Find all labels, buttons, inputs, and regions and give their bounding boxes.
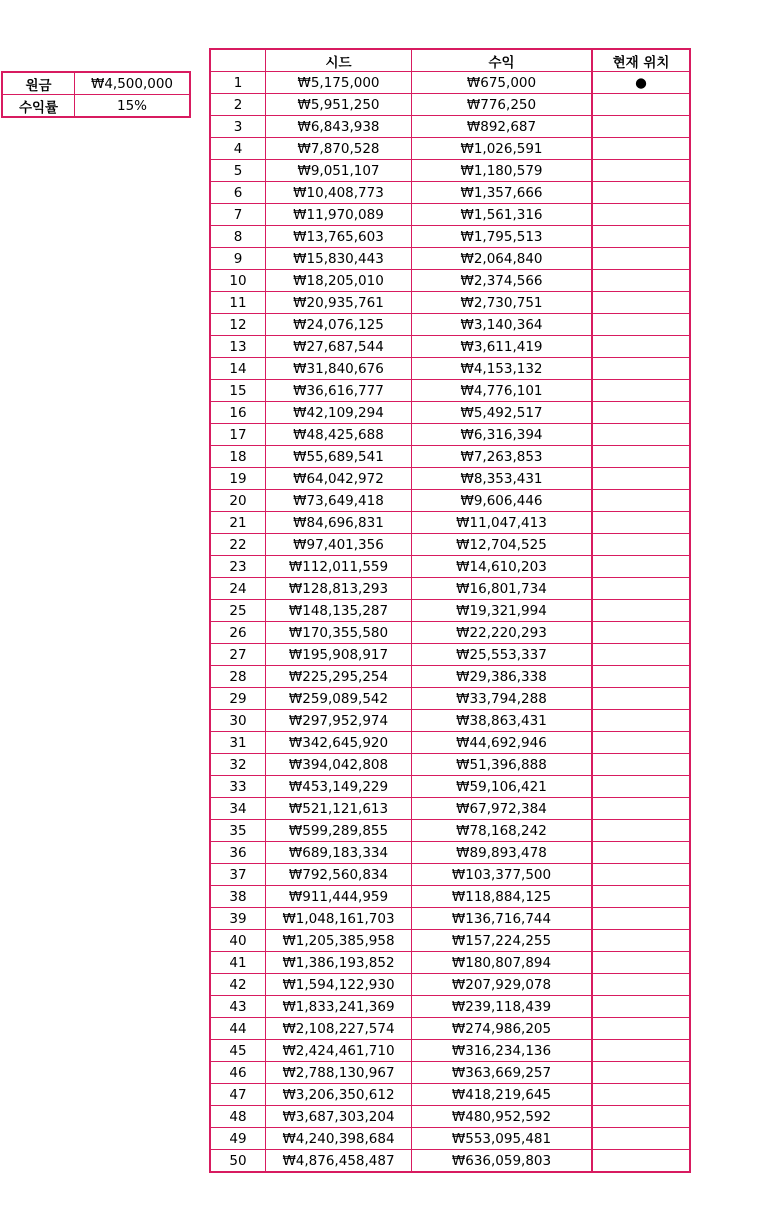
profit-cell[interactable]: ₩316,234,136 — [412, 1040, 593, 1062]
profit-cell[interactable]: ₩38,863,431 — [412, 710, 593, 732]
table-row — [210, 776, 690, 798]
profit-cell[interactable]: ₩1,026,591 — [412, 138, 593, 160]
current-position-cell[interactable] — [592, 1062, 690, 1084]
seed-cell[interactable]: ₩259,089,542 — [266, 688, 412, 710]
profit-cell[interactable]: ₩207,929,078 — [412, 974, 593, 996]
seed-cell[interactable]: ₩97,401,356 — [266, 534, 412, 556]
table-row — [210, 534, 690, 556]
seed-cell[interactable]: ₩148,135,287 — [266, 600, 412, 622]
row-number-cell[interactable]: 19 — [210, 468, 266, 490]
table-row — [210, 710, 690, 732]
table-row — [210, 930, 690, 952]
table-row — [210, 314, 690, 336]
seed-cell[interactable]: ₩170,355,580 — [266, 622, 412, 644]
row-number-cell[interactable]: 9 — [210, 248, 266, 270]
current-position-cell[interactable] — [592, 446, 690, 468]
row-number-cell[interactable]: 14 — [210, 358, 266, 380]
seed-cell[interactable]: ₩13,765,603 — [266, 226, 412, 248]
profit-cell[interactable]: ₩67,972,384 — [412, 798, 593, 820]
seed-cell[interactable]: ₩7,870,528 — [266, 138, 412, 160]
row-number-cell[interactable]: 46 — [210, 1062, 266, 1084]
profit-cell[interactable]: ₩51,396,888 — [412, 754, 593, 776]
current-position-cell[interactable] — [592, 644, 690, 666]
current-position-cell[interactable] — [592, 468, 690, 490]
row-number-cell[interactable]: 7 — [210, 204, 266, 226]
seed-cell[interactable]: ₩521,121,613 — [266, 798, 412, 820]
row-number-cell[interactable]: 18 — [210, 446, 266, 468]
row-number-cell[interactable]: 15 — [210, 380, 266, 402]
seed-cell[interactable]: ₩3,687,303,204 — [266, 1106, 412, 1128]
row-number-cell[interactable]: 28 — [210, 666, 266, 688]
profit-cell[interactable]: ₩89,893,478 — [412, 842, 593, 864]
current-position-cell[interactable] — [592, 622, 690, 644]
current-position-cell[interactable] — [592, 908, 690, 930]
seed-cell[interactable]: ₩599,289,855 — [266, 820, 412, 842]
table-row — [210, 490, 690, 512]
table-row — [210, 1106, 690, 1128]
current-position-cell[interactable] — [592, 864, 690, 886]
profit-cell[interactable]: ₩675,000 — [412, 72, 593, 94]
current-position-cell[interactable] — [592, 182, 690, 204]
table-row — [210, 556, 690, 578]
current-position-cell[interactable] — [592, 358, 690, 380]
table-row — [210, 578, 690, 600]
current-position-cell[interactable] — [592, 732, 690, 754]
table-row — [210, 204, 690, 226]
header-number[interactable] — [210, 49, 266, 72]
current-position-cell[interactable] — [592, 1040, 690, 1062]
header-profit[interactable]: 수익 — [412, 49, 593, 72]
seed-cell[interactable]: ₩112,011,559 — [266, 556, 412, 578]
table-row — [210, 1062, 690, 1084]
row-number-cell[interactable]: 22 — [210, 534, 266, 556]
profit-cell[interactable]: ₩16,801,734 — [412, 578, 593, 600]
seed-cell[interactable]: ₩4,876,458,487 — [266, 1150, 412, 1173]
row-number-cell[interactable]: 16 — [210, 402, 266, 424]
profit-cell[interactable]: ₩180,807,894 — [412, 952, 593, 974]
profit-cell[interactable]: ₩1,357,666 — [412, 182, 593, 204]
seed-cell[interactable]: ₩73,649,418 — [266, 490, 412, 512]
table-row — [210, 116, 690, 138]
current-position-cell[interactable] — [592, 1128, 690, 1150]
table-row — [210, 952, 690, 974]
table-row — [210, 94, 690, 116]
profit-cell[interactable]: ₩7,263,853 — [412, 446, 593, 468]
seed-cell[interactable]: ₩48,425,688 — [266, 424, 412, 446]
table-body — [210, 72, 690, 1173]
seed-cell[interactable]: ₩297,952,974 — [266, 710, 412, 732]
table-row — [210, 424, 690, 446]
seed-cell[interactable]: ₩9,051,107 — [266, 160, 412, 182]
profit-cell[interactable]: ₩1,795,513 — [412, 226, 593, 248]
seed-cell[interactable]: ₩342,645,920 — [266, 732, 412, 754]
profit-cell[interactable]: ₩33,794,288 — [412, 688, 593, 710]
current-position-cell[interactable] — [592, 72, 690, 94]
profit-cell[interactable]: ₩118,884,125 — [412, 886, 593, 908]
profit-cell[interactable]: ₩8,353,431 — [412, 468, 593, 490]
compound-growth-table — [209, 48, 691, 1173]
table-row — [210, 358, 690, 380]
row-number-cell[interactable]: 31 — [210, 732, 266, 754]
seed-cell[interactable]: ₩1,386,193,852 — [266, 952, 412, 974]
table-row — [210, 160, 690, 182]
row-number-cell[interactable]: 13 — [210, 336, 266, 358]
table-row — [210, 732, 690, 754]
current-position-cell[interactable] — [592, 666, 690, 688]
row-number-cell[interactable]: 43 — [210, 996, 266, 1018]
table-row — [210, 1128, 690, 1150]
table-row — [210, 754, 690, 776]
current-position-cell[interactable] — [592, 512, 690, 534]
current-position-cell[interactable] — [592, 380, 690, 402]
current-position-cell[interactable] — [592, 292, 690, 314]
seed-cell[interactable]: ₩195,908,917 — [266, 644, 412, 666]
seed-cell[interactable]: ₩792,560,834 — [266, 864, 412, 886]
current-position-cell[interactable] — [592, 138, 690, 160]
profit-cell[interactable]: ₩14,610,203 — [412, 556, 593, 578]
principal-value[interactable]: ₩4,500,000 — [75, 72, 191, 95]
table-row — [210, 688, 690, 710]
row-number-cell[interactable]: 4 — [210, 138, 266, 160]
current-position-cell[interactable] — [592, 1084, 690, 1106]
table-row — [210, 226, 690, 248]
seed-cell[interactable]: ₩42,109,294 — [266, 402, 412, 424]
table-row — [210, 974, 690, 996]
seed-cell[interactable]: ₩15,830,443 — [266, 248, 412, 270]
header-row — [210, 49, 690, 72]
current-position-cell[interactable] — [592, 974, 690, 996]
current-position-cell[interactable] — [592, 842, 690, 864]
current-position-cell[interactable] — [592, 490, 690, 512]
row-number-cell[interactable]: 37 — [210, 864, 266, 886]
current-position-cell[interactable] — [592, 204, 690, 226]
current-position-cell[interactable] — [592, 754, 690, 776]
current-position-cell[interactable] — [592, 248, 690, 270]
table-row — [210, 1018, 690, 1040]
seed-cell[interactable]: ₩36,616,777 — [266, 380, 412, 402]
profit-cell[interactable]: ₩78,168,242 — [412, 820, 593, 842]
header-current-position[interactable]: 현재 위치 — [592, 49, 690, 72]
seed-cell[interactable]: ₩2,108,227,574 — [266, 1018, 412, 1040]
profit-cell[interactable]: ₩480,952,592 — [412, 1106, 593, 1128]
principal-label[interactable]: 원금 — [2, 72, 75, 95]
table-row — [210, 468, 690, 490]
row-number-cell[interactable]: 38 — [210, 886, 266, 908]
current-position-cell[interactable] — [592, 886, 690, 908]
seed-cell[interactable]: ₩2,424,461,710 — [266, 1040, 412, 1062]
seed-cell[interactable]: ₩5,175,000 — [266, 72, 412, 94]
row-number-cell[interactable]: 25 — [210, 600, 266, 622]
profit-cell[interactable]: ₩1,561,316 — [412, 204, 593, 226]
row-number-cell[interactable]: 20 — [210, 490, 266, 512]
table-row — [210, 842, 690, 864]
row-number-cell[interactable]: 35 — [210, 820, 266, 842]
current-position-cell[interactable] — [592, 116, 690, 138]
table-row — [210, 182, 690, 204]
table-row — [210, 1040, 690, 1062]
table-row — [210, 248, 690, 270]
row-number-cell[interactable]: 36 — [210, 842, 266, 864]
rate-value[interactable]: 15% — [75, 95, 191, 118]
seed-cell[interactable]: ₩1,833,241,369 — [266, 996, 412, 1018]
row-number-cell[interactable]: 42 — [210, 974, 266, 996]
seed-cell[interactable]: ₩20,935,761 — [266, 292, 412, 314]
current-position-cell[interactable] — [592, 578, 690, 600]
summary-row-principal — [2, 72, 190, 95]
table-row — [210, 820, 690, 842]
seed-cell[interactable]: ₩6,843,938 — [266, 116, 412, 138]
seed-cell[interactable]: ₩27,687,544 — [266, 336, 412, 358]
current-position-cell[interactable] — [592, 94, 690, 116]
seed-cell[interactable]: ₩84,696,831 — [266, 512, 412, 534]
seed-cell[interactable]: ₩55,689,541 — [266, 446, 412, 468]
table-row — [210, 72, 690, 94]
current-position-cell[interactable] — [592, 710, 690, 732]
row-number-cell[interactable]: 3 — [210, 116, 266, 138]
current-position-cell[interactable] — [592, 820, 690, 842]
profit-cell[interactable]: ₩4,776,101 — [412, 380, 593, 402]
summary-table — [1, 71, 191, 118]
seed-cell[interactable]: ₩689,183,334 — [266, 842, 412, 864]
table-row — [210, 996, 690, 1018]
current-position-cell[interactable] — [592, 776, 690, 798]
seed-cell[interactable]: ₩24,076,125 — [266, 314, 412, 336]
current-position-cell[interactable] — [592, 798, 690, 820]
table-row — [210, 380, 690, 402]
seed-cell[interactable]: ₩225,295,254 — [266, 666, 412, 688]
row-number-cell[interactable]: 11 — [210, 292, 266, 314]
profit-cell[interactable]: ₩636,059,803 — [412, 1150, 593, 1173]
table-row — [210, 622, 690, 644]
table-row — [210, 1150, 690, 1173]
row-number-cell[interactable]: 29 — [210, 688, 266, 710]
table-row — [210, 886, 690, 908]
profit-cell[interactable]: ₩5,492,517 — [412, 402, 593, 424]
current-position-cell[interactable] — [592, 1106, 690, 1128]
rate-label[interactable]: 수익률 — [2, 95, 75, 118]
current-position-cell[interactable] — [592, 336, 690, 358]
profit-cell[interactable]: ₩239,118,439 — [412, 996, 593, 1018]
current-position-cell[interactable] — [592, 688, 690, 710]
row-number-cell[interactable]: 2 — [210, 94, 266, 116]
row-number-cell[interactable]: 44 — [210, 1018, 266, 1040]
row-number-cell[interactable]: 34 — [210, 798, 266, 820]
profit-cell[interactable]: ₩274,986,205 — [412, 1018, 593, 1040]
seed-cell[interactable]: ₩911,444,959 — [266, 886, 412, 908]
table-row — [210, 908, 690, 930]
table-row — [210, 270, 690, 292]
profit-cell[interactable]: ₩418,219,645 — [412, 1084, 593, 1106]
profit-cell[interactable]: ₩1,180,579 — [412, 160, 593, 182]
table-row — [210, 1084, 690, 1106]
current-position-cell[interactable] — [592, 556, 690, 578]
current-position-cell[interactable] — [592, 226, 690, 248]
current-position-cell[interactable] — [592, 930, 690, 952]
row-number-cell[interactable]: 41 — [210, 952, 266, 974]
seed-cell[interactable]: ₩128,813,293 — [266, 578, 412, 600]
current-position-marker: ● — [635, 74, 647, 91]
profit-cell[interactable]: ₩4,153,132 — [412, 358, 593, 380]
seed-cell[interactable]: ₩31,840,676 — [266, 358, 412, 380]
profit-cell[interactable]: ₩25,553,337 — [412, 644, 593, 666]
profit-cell[interactable]: ₩157,224,255 — [412, 930, 593, 952]
current-position-cell[interactable] — [592, 1150, 690, 1173]
profit-cell[interactable]: ₩59,106,421 — [412, 776, 593, 798]
current-position-cell[interactable] — [592, 160, 690, 182]
profit-cell[interactable]: ₩2,374,566 — [412, 270, 593, 292]
table-row — [210, 512, 690, 534]
row-number-cell[interactable]: 23 — [210, 556, 266, 578]
seed-cell[interactable]: ₩3,206,350,612 — [266, 1084, 412, 1106]
profit-cell[interactable]: ₩12,704,525 — [412, 534, 593, 556]
table-row — [210, 336, 690, 358]
row-number-cell[interactable]: 45 — [210, 1040, 266, 1062]
profit-cell[interactable]: ₩6,316,394 — [412, 424, 593, 446]
current-position-cell[interactable] — [592, 600, 690, 622]
row-number-cell[interactable]: 33 — [210, 776, 266, 798]
row-number-cell[interactable]: 27 — [210, 644, 266, 666]
seed-cell[interactable]: ₩18,205,010 — [266, 270, 412, 292]
seed-cell[interactable]: ₩1,205,385,958 — [266, 930, 412, 952]
row-number-cell[interactable]: 12 — [210, 314, 266, 336]
row-number-cell[interactable]: 8 — [210, 226, 266, 248]
current-position-cell[interactable] — [592, 314, 690, 336]
seed-cell[interactable]: ₩11,970,089 — [266, 204, 412, 226]
seed-cell[interactable]: ₩1,048,161,703 — [266, 908, 412, 930]
row-number-cell[interactable]: 17 — [210, 424, 266, 446]
table-row — [210, 446, 690, 468]
table-row — [210, 402, 690, 424]
profit-cell[interactable]: ₩553,095,481 — [412, 1128, 593, 1150]
profit-cell[interactable]: ₩136,716,744 — [412, 908, 593, 930]
row-number-cell[interactable]: 26 — [210, 622, 266, 644]
profit-cell[interactable]: ₩11,047,413 — [412, 512, 593, 534]
row-number-cell[interactable]: 48 — [210, 1106, 266, 1128]
profit-cell[interactable]: ₩3,611,419 — [412, 336, 593, 358]
profit-cell[interactable]: ₩19,321,994 — [412, 600, 593, 622]
table-row — [210, 292, 690, 314]
seed-cell[interactable]: ₩453,149,229 — [266, 776, 412, 798]
header-seed[interactable]: 시드 — [266, 49, 412, 72]
profit-cell[interactable]: ₩29,386,338 — [412, 666, 593, 688]
seed-cell[interactable]: ₩64,042,972 — [266, 468, 412, 490]
profit-cell[interactable]: ₩2,064,840 — [412, 248, 593, 270]
row-number-cell[interactable]: 49 — [210, 1128, 266, 1150]
current-position-cell[interactable] — [592, 1018, 690, 1040]
seed-cell[interactable]: ₩4,240,398,684 — [266, 1128, 412, 1150]
profit-cell[interactable]: ₩363,669,257 — [412, 1062, 593, 1084]
row-number-cell[interactable]: 5 — [210, 160, 266, 182]
seed-cell[interactable]: ₩5,951,250 — [266, 94, 412, 116]
current-position-cell[interactable] — [592, 270, 690, 292]
profit-cell[interactable]: ₩103,377,500 — [412, 864, 593, 886]
table-row — [210, 644, 690, 666]
row-number-cell[interactable]: 50 — [210, 1150, 266, 1173]
row-number-cell[interactable]: 10 — [210, 270, 266, 292]
profit-cell[interactable]: ₩3,140,364 — [412, 314, 593, 336]
table-row — [210, 138, 690, 160]
table-row — [210, 798, 690, 820]
table-row — [210, 864, 690, 886]
row-number-cell[interactable]: 32 — [210, 754, 266, 776]
profit-cell[interactable]: ₩2,730,751 — [412, 292, 593, 314]
row-number-cell[interactable]: 39 — [210, 908, 266, 930]
row-number-cell[interactable]: 24 — [210, 578, 266, 600]
current-position-cell[interactable] — [592, 952, 690, 974]
seed-cell[interactable]: ₩10,408,773 — [266, 182, 412, 204]
current-position-cell[interactable] — [592, 996, 690, 1018]
seed-cell[interactable]: ₩1,594,122,930 — [266, 974, 412, 996]
current-position-cell[interactable] — [592, 534, 690, 556]
seed-cell[interactable]: ₩394,042,808 — [266, 754, 412, 776]
row-number-cell[interactable]: 40 — [210, 930, 266, 952]
profit-cell[interactable]: ₩22,220,293 — [412, 622, 593, 644]
row-number-cell[interactable]: 6 — [210, 182, 266, 204]
row-number-cell[interactable]: 1 — [210, 72, 266, 94]
table-row — [210, 600, 690, 622]
row-number-cell[interactable]: 30 — [210, 710, 266, 732]
row-number-cell[interactable]: 21 — [210, 512, 266, 534]
profit-cell[interactable]: ₩9,606,446 — [412, 490, 593, 512]
seed-cell[interactable]: ₩2,788,130,967 — [266, 1062, 412, 1084]
row-number-cell[interactable]: 47 — [210, 1084, 266, 1106]
current-position-cell[interactable] — [592, 402, 690, 424]
profit-cell[interactable]: ₩44,692,946 — [412, 732, 593, 754]
current-position-cell[interactable] — [592, 424, 690, 446]
profit-cell[interactable]: ₩892,687 — [412, 116, 593, 138]
table-row — [210, 666, 690, 688]
profit-cell[interactable]: ₩776,250 — [412, 94, 593, 116]
summary-row-rate — [2, 95, 190, 118]
